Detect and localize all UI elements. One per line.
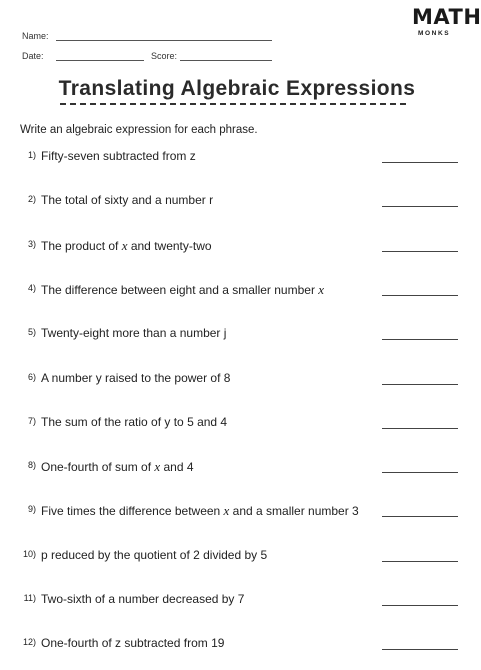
question-number: 7) [27, 415, 36, 426]
date-label: Date: [22, 51, 44, 61]
question-number: 10) [22, 548, 36, 559]
question-number: 4) [27, 282, 36, 293]
page-title: Translating Algebraic Expressions [58, 77, 416, 100]
question-text: The total of sixty and a number r [41, 193, 214, 208]
answer-line[interactable] [382, 295, 458, 296]
logo-sub-text: MONKS [418, 30, 451, 37]
name-label: Name: [22, 31, 49, 41]
question-text: Fifty-seven subtracted from z [41, 149, 196, 163]
question-row [18, 238, 458, 258]
variable-x: x [121, 237, 128, 253]
question-number: 11) [23, 593, 36, 603]
score-field[interactable] [180, 60, 272, 61]
answer-line[interactable] [382, 428, 458, 429]
question-row [18, 592, 458, 612]
question-text: p reduced by the quotient of 2 divided by 5 [41, 547, 268, 562]
question-text: A number y raised to the power of 8 [41, 370, 231, 385]
question-number: 12) [22, 637, 36, 648]
question-number: 3) [27, 238, 36, 249]
question-number: 9) [27, 504, 36, 515]
question-row [18, 149, 458, 169]
question-text: The product of x and twenty-two [41, 237, 212, 253]
question-row [18, 459, 458, 479]
instructions: Write an algebraic expression for each phrase. [20, 124, 258, 136]
variable-x: x [223, 503, 230, 519]
name-field[interactable] [56, 40, 272, 41]
date-field[interactable] [56, 60, 144, 61]
answer-line[interactable] [382, 384, 458, 385]
answer-line[interactable] [382, 561, 458, 562]
question-row [18, 548, 458, 568]
answer-line[interactable] [382, 649, 458, 650]
question-row [18, 282, 458, 302]
answer-line[interactable] [382, 251, 458, 252]
answer-line[interactable] [382, 206, 458, 207]
question-text: Two-sixth of a number decreased by 7 [41, 592, 245, 606]
answer-line[interactable] [382, 472, 458, 473]
variable-x: x [318, 281, 325, 297]
question-text: The difference between eight and a smaller number x [41, 281, 325, 297]
question-text: Twenty-eight more than a number j [41, 326, 227, 341]
question-number: 5) [27, 327, 36, 338]
answer-line[interactable] [382, 162, 458, 163]
answer-line[interactable] [382, 516, 458, 517]
question-text: One-fourth of z subtracted from 19 [41, 636, 225, 651]
question-number: 1) [27, 150, 36, 160]
question-row [18, 326, 458, 346]
question-text: The sum of the ratio of y to 5 and 4 [41, 414, 228, 429]
question-row [18, 415, 458, 435]
score-label: Score: [151, 51, 178, 61]
answer-line[interactable] [382, 339, 458, 340]
variable-x: x [154, 459, 161, 475]
question-row [18, 503, 458, 523]
question-number: 8) [27, 460, 36, 471]
math-monks-logo [412, 5, 481, 46]
question-number: 2) [27, 194, 36, 205]
question-row [18, 193, 458, 213]
question-row [18, 371, 458, 391]
logo-main-text: MATH [412, 5, 481, 29]
answer-line[interactable] [382, 605, 458, 606]
question-text: Five times the difference between x and a smaller number 3 [41, 503, 359, 519]
title-underline [60, 103, 406, 105]
question-text: One-fourth of sum of x and 4 [41, 459, 194, 475]
question-row [18, 636, 458, 656]
question-number: 6) [27, 371, 36, 382]
